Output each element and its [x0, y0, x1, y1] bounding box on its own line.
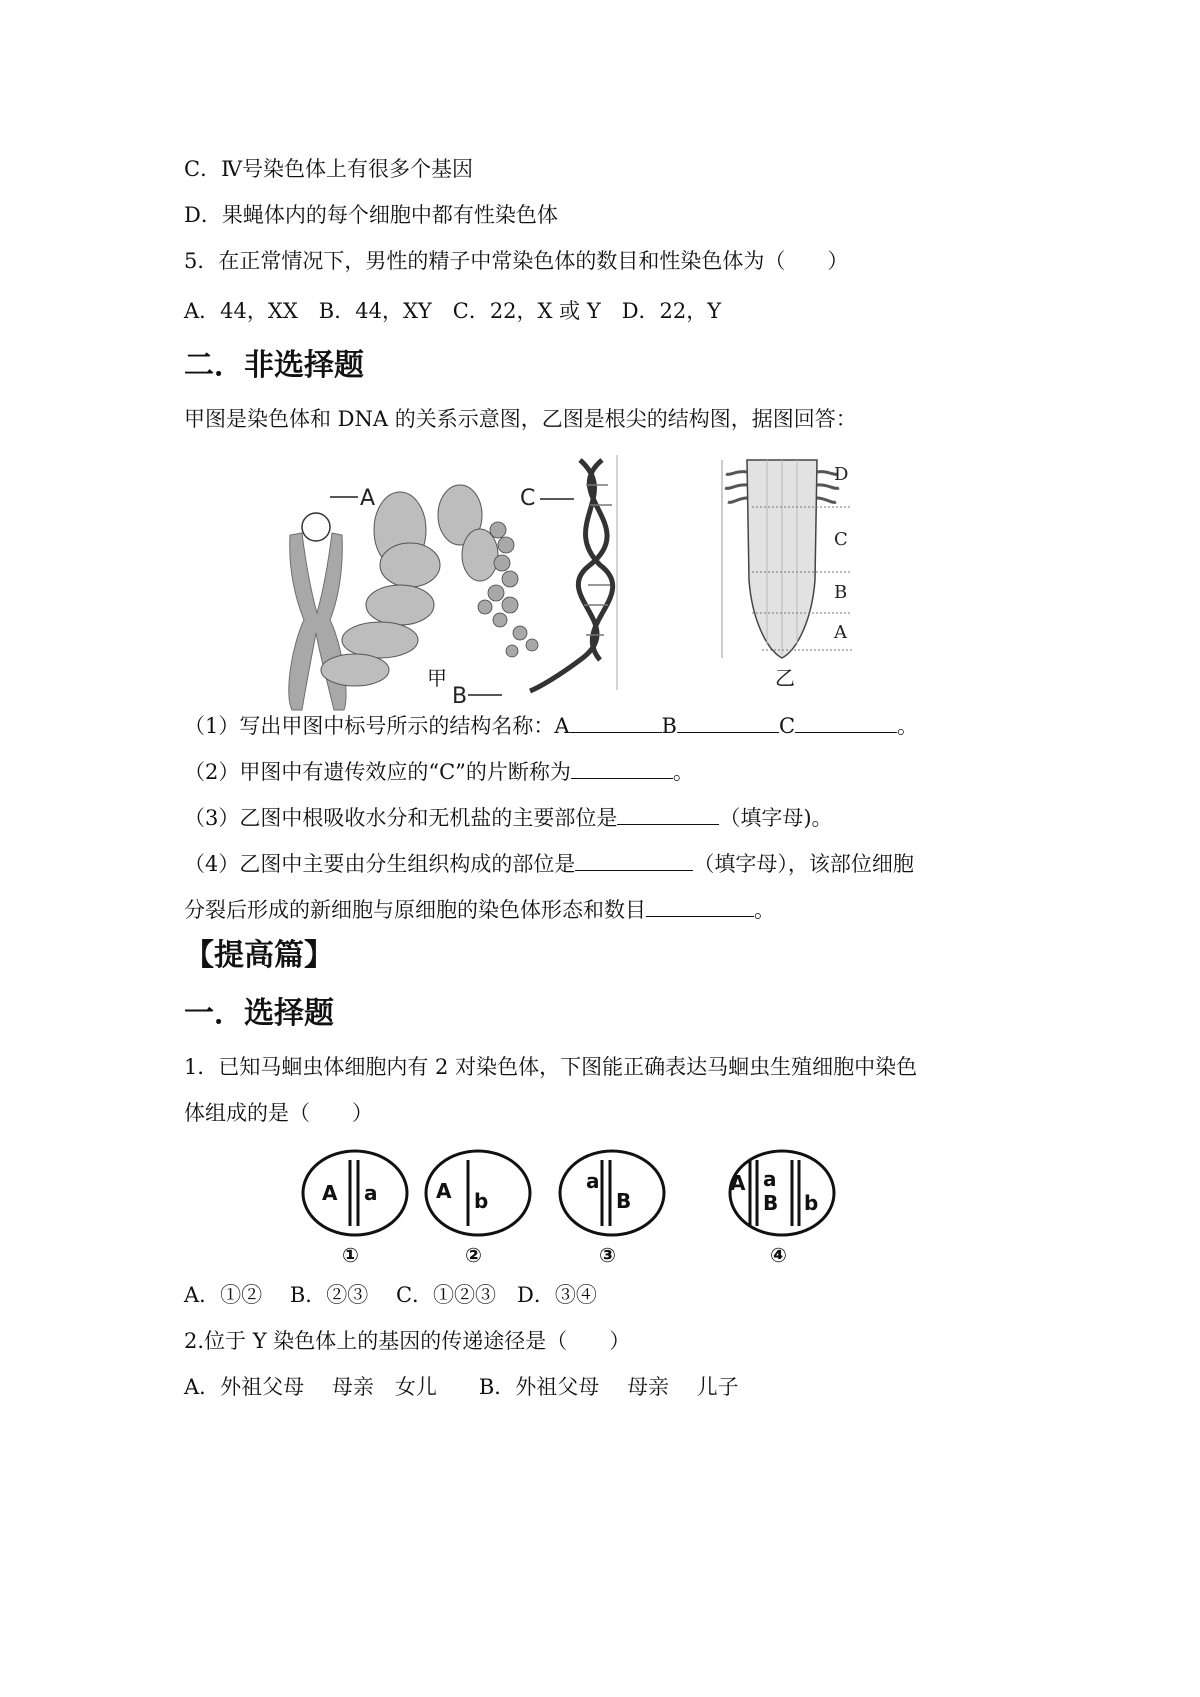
zone-b-label: B: [834, 582, 848, 603]
cell-2-left: A: [436, 1179, 452, 1203]
coiled-fiber: [321, 485, 498, 686]
zone-a-label: A: [834, 622, 847, 643]
section-heading-non-choice: 二．非选择题: [184, 348, 364, 383]
cell-4: [730, 1151, 834, 1267]
cell-diagrams: [300, 1138, 870, 1268]
section-heading-choice: 一．选择题: [184, 996, 334, 1031]
figure-intro: 甲图是染色体和 DNA 的关系示意图，乙图是根尖的结构图，据图回答：: [184, 407, 857, 431]
cell-2-right: b: [474, 1189, 489, 1213]
cell-3: [560, 1151, 664, 1267]
adv-question-1-options: A．①② B．②③ C．①②③ D．③④: [184, 1283, 597, 1307]
zone-d-label: D: [834, 464, 849, 485]
cell-1-number: ①: [342, 1243, 359, 1267]
cell-4-number: ④: [770, 1243, 787, 1267]
adv-question-1-line2: 体组成的是（ ）: [184, 1101, 373, 1125]
cell-1: [303, 1151, 407, 1267]
cell-1-left: A: [322, 1181, 338, 1205]
cell-2-number: ②: [465, 1243, 482, 1267]
cell-4-l1: A: [730, 1171, 746, 1195]
cell-3-number: ③: [599, 1243, 616, 1267]
subquestion-3: （3）乙图中根吸收水分和无机盐的主要部位是 （填字母)。: [184, 802, 833, 833]
caption-yi: 乙: [775, 666, 795, 690]
cell-4-l3: B: [763, 1191, 779, 1215]
chromosome-dna-figure: [270, 455, 690, 709]
subquestion-4: （4）乙图中主要由分生组织构成的部位是 （填字母），该部位细胞: [184, 848, 914, 879]
cell-3-left: a: [586, 1169, 600, 1193]
root-tip-figure: [722, 460, 862, 680]
cell-4-l2: a: [763, 1167, 777, 1191]
subquestion-1: （1）写出甲图中标号所示的结构名称：A B C 。: [184, 710, 918, 741]
option-c: C．Ⅳ号染色体上有很多个基因: [184, 157, 474, 181]
circle-highlight-a: [302, 513, 330, 541]
label-b: B: [452, 684, 468, 709]
cell-3-right: B: [616, 1189, 632, 1213]
caption-jia: 甲: [427, 666, 447, 690]
cell-2: [426, 1151, 530, 1267]
label-a: A: [360, 486, 376, 511]
label-c: C: [520, 486, 536, 511]
subquestion-2: （2）甲图中有遗传效应的“C”的片断称为 。: [184, 756, 694, 787]
cell-1-right: a: [364, 1181, 378, 1205]
question-5-options: A．44，XX B．44，XY C．22，X 或 Y D．22，Y: [184, 299, 722, 323]
cell-4-l4: b: [804, 1191, 819, 1215]
adv-question-1-line1: 1．已知马蛔虫体细胞内有 2 对染色体，下图能正确表达马蛔虫生殖细胞中染色: [184, 1055, 918, 1079]
option-d: D．果蝇体内的每个细胞中都有性染色体: [184, 203, 558, 227]
subquestion-4-cont: 分裂后形成的新细胞与原细胞的染色体形态和数目 。: [184, 894, 775, 925]
adv-question-2-options: A．外祖父母 母亲 女儿 B．外祖父母 母亲 儿子: [184, 1375, 739, 1399]
question-5-stem: 5．在正常情况下，男性的精子中常染色体的数目和性染色体为（ ）: [184, 249, 849, 273]
advanced-title: 【提高篇】: [184, 938, 334, 973]
dna-helix: [530, 460, 613, 691]
adv-question-2-stem: 2.位于 Y 染色体上的基因的传递途径是（ ）: [184, 1329, 631, 1353]
zone-c-label: C: [834, 529, 848, 550]
